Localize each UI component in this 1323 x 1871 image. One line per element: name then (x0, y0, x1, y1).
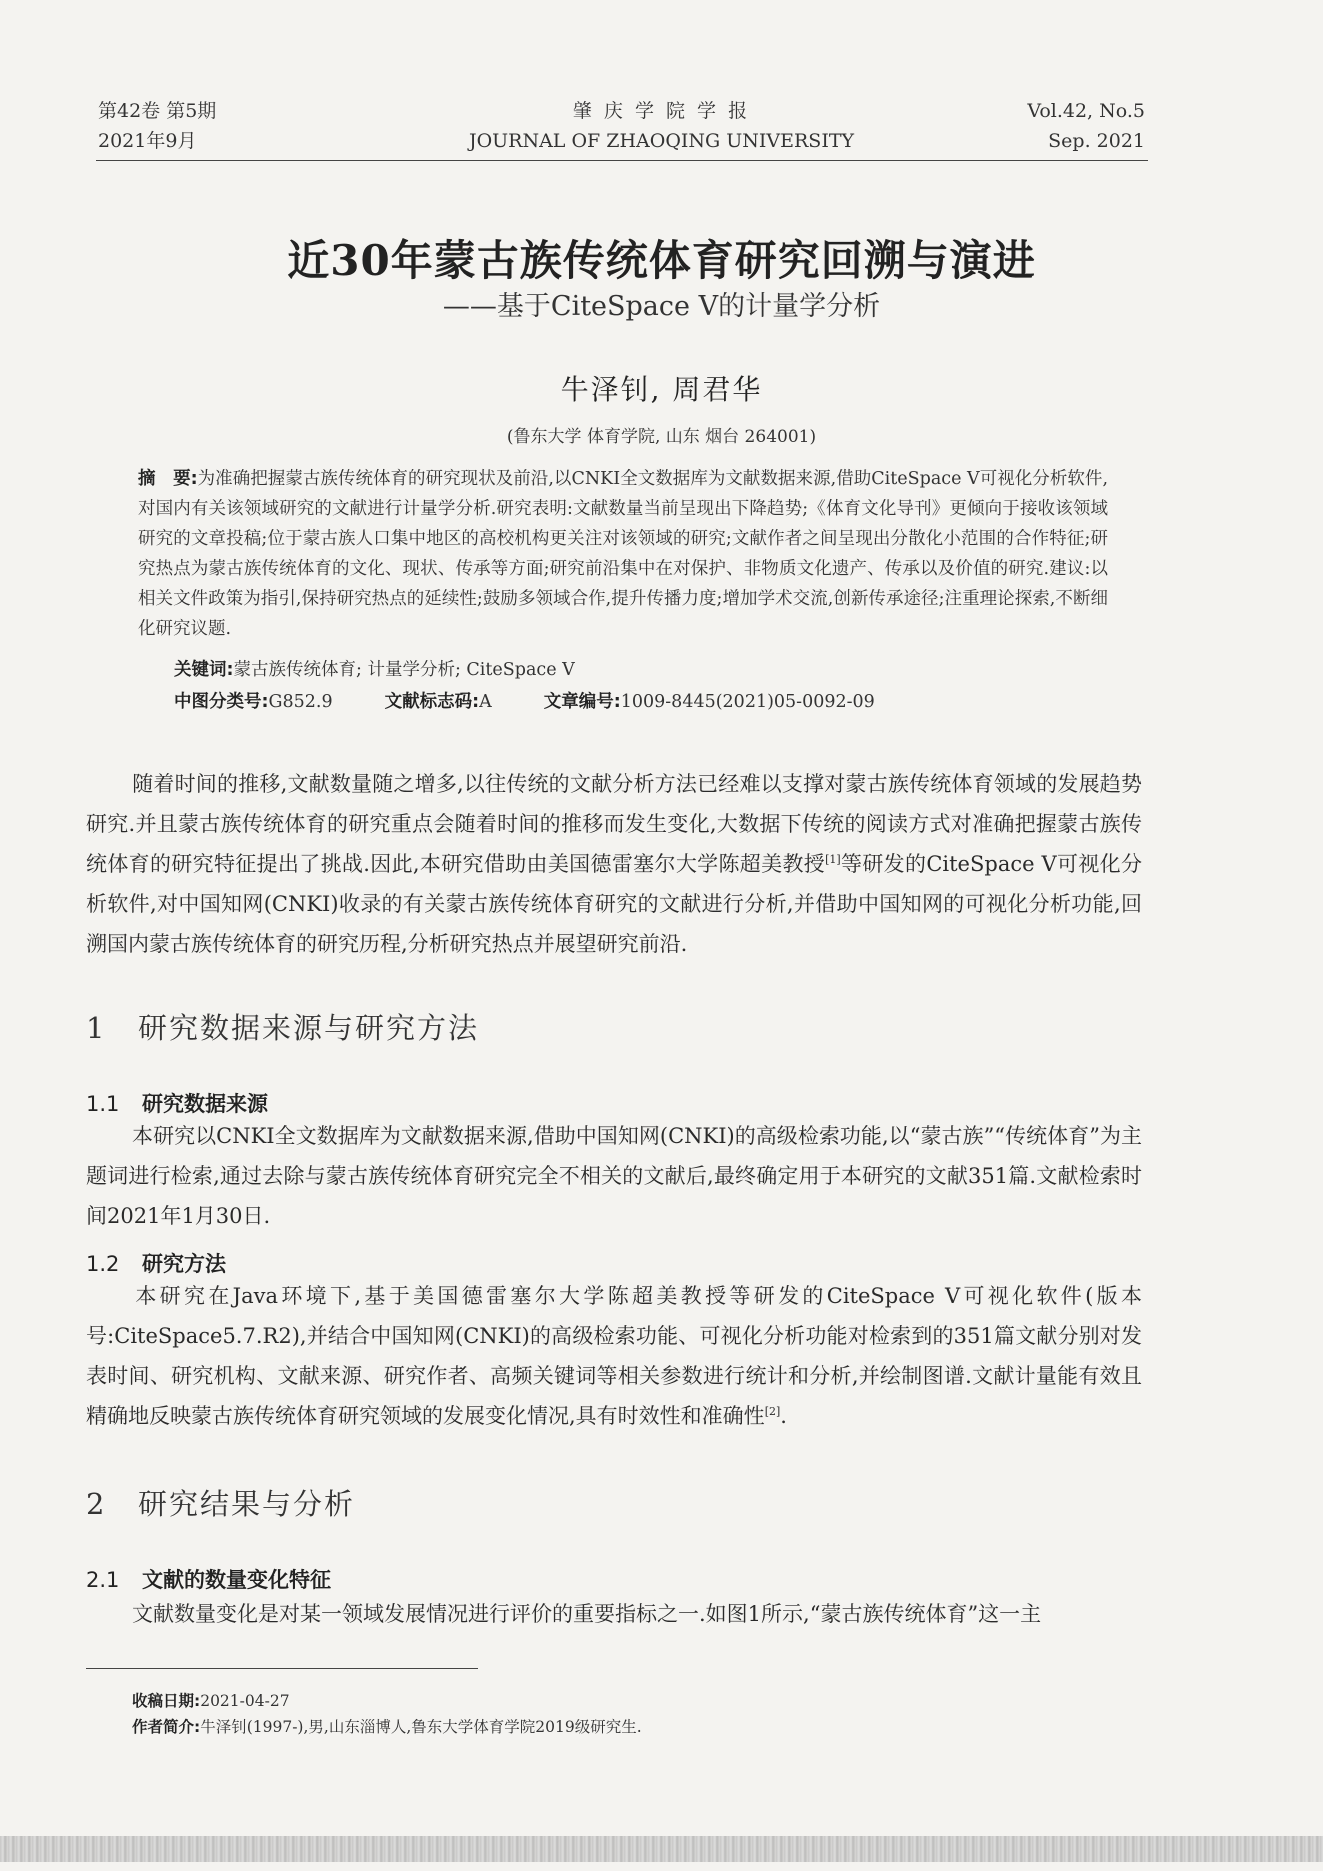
journal-name-cn: 肇 庆 学 院 学 报 (572, 100, 751, 122)
citation-ref-2[interactable]: [2] (764, 1405, 781, 1418)
volume-issue-en: Vol.42, No.5 (1027, 100, 1145, 122)
subsection-number: 1.1 (86, 1092, 120, 1116)
section-title: 研究结果与分析 (138, 1487, 356, 1521)
subsection-title: 文献的数量变化特征 (142, 1568, 331, 1592)
subsection-number: 2.1 (86, 1568, 120, 1592)
doc-code-value: A (479, 692, 492, 712)
author-bio-text: 牛泽钊(1997-),男,山东淄博人,鲁东大学体育学院2019级研究生. (200, 1718, 642, 1736)
header-rule (96, 160, 1148, 161)
abstract (138, 464, 1108, 644)
footnote-author-bio (132, 1714, 642, 1740)
section-number: 2 (86, 1487, 107, 1521)
paragraph-end: . (780, 1404, 787, 1428)
article-no-value: 1009-8445(2021)05-0092-09 (620, 692, 875, 712)
keywords (174, 656, 575, 684)
subsection-number: 1.2 (86, 1252, 120, 1276)
section-title: 研究数据来源与研究方法 (138, 1011, 480, 1045)
section-heading-2 (86, 1482, 355, 1523)
volume-issue-cn: 第42卷 第5期 (98, 100, 217, 122)
section-heading-1 (86, 1006, 479, 1047)
author-bio-label: 作者简介: (132, 1718, 201, 1736)
intro-paragraph (86, 764, 1142, 964)
paragraph-2-1 (86, 1594, 1142, 1634)
paper-subtitle: ——基于CiteSpace V的计量学分析 (442, 291, 881, 322)
received-label: 收稿日期: (132, 1692, 201, 1710)
paper-title: 近30年蒙古族传统体育研究回溯与演进 (287, 236, 1036, 285)
doc-code-label: 文献标志码: (384, 692, 480, 712)
classification-line (174, 688, 875, 716)
clc-value: G852.9 (268, 692, 333, 712)
journal-name-en: JOURNAL OF ZHAOQING UNIVERSITY (468, 130, 855, 152)
subsection-heading-1-2 (86, 1248, 226, 1278)
author-affiliation: (鲁东大学 体育学院, 山东 烟台 264001) (506, 427, 817, 447)
date-en: Sep. 2021 (1048, 130, 1145, 152)
footnote-rule (86, 1668, 478, 1669)
clc-label: 中图分类号: (174, 692, 269, 712)
paragraph-text: 本研究以CNKI全文数据库为文献数据来源,借助中国知网(CNKI)的高级检索功能,以“蒙古族”“传统体育”为主题词进行检索,通过去除与蒙古族传统体育研究完全不相关的文献后,最终确定用于本研究的文献351篇.文献检索时间2021年1月30日. (86, 1124, 1142, 1228)
paper-authors: 牛泽钊, 周君华 (560, 373, 763, 406)
abstract-text: 为准确把握蒙古族传统体育的研究现状及前沿,以CNKI全文数据库为文献数据来源,借助CiteSpace V可视化分析软件,对国内有关该领域研究的文献进行计量学分析.研究表明:文献数量当前呈现出下降趋势;《体育文化导刊》更倾向于接收该领域研究的文章投稿;位于蒙古族人口集中地区的高校机构更关注对该领域的研究;文献作者之间呈现出分散化小范围的合作特征;研究热点为蒙古族传统体育的文化、现状、传承等方面;研究前沿集中在对保护、非物质文化遗产、传承以及价值的研究.建议:以相关文件政策为指引,保持研究热点的延续性;鼓励多领域合作,提升传播力度;增加学术交流,创新传承途径;注重理论探索,不断细化研究议题. (138, 469, 1109, 639)
header-right (1027, 96, 1145, 156)
date-cn: 2021年9月 (98, 130, 197, 152)
footnote-received (132, 1688, 290, 1714)
paragraph-text: 文献数量变化是对某一领域发展情况进行评价的重要指标之一.如图1所示,“蒙古族传统体育”这一主 (132, 1602, 1042, 1626)
scan-artifact-band (0, 1836, 1323, 1862)
citation-ref-1[interactable]: [1] (825, 853, 841, 866)
paragraph-text: 本研究在Java环境下,基于美国德雷塞尔大学陈超美教授等研发的CiteSpace V可视化软件(版本号:CiteSpace5.7.R2),并结合中国知网(CNKI)的高级检索功能、可视化分析功能对检索到的351篇文献分别对发表时间、研究机构、文献来源、研究作者、高频关键词等相关参数进行统计和分析,并绘制图谱.文献计量能有效且精确地反映蒙古族传统体育研究领域的发展变化情况,具有时效性和准确性 (86, 1284, 1142, 1428)
abstract-label: 摘 要: (138, 469, 198, 489)
keywords-label: 关键词: (174, 660, 234, 680)
paragraph-1-1 (86, 1116, 1142, 1236)
intro-text-2: 等研发的CiteSpace V可视化分析软件,对中国知网(CNKI)收录的有关蒙古族传统体育研究的文献进行分析,并借助中国知网的可视化分析功能,回溯国内蒙古族传统体育的研究历程,分析研究热点并展望研究前沿. (86, 852, 1142, 956)
article-no-label: 文章编号: (543, 692, 621, 712)
subsection-title: 研究方法 (142, 1252, 226, 1276)
subsection-heading-2-1 (86, 1564, 331, 1594)
section-number: 1 (86, 1011, 107, 1045)
intro-text-1: 随着时间的推移,文献数量随之增多,以往传统的文献分析方法已经难以支撑对蒙古族传统体育领域的发展趋势研究.并且蒙古族传统体育的研究重点会随着时间的推移而发生变化,大数据下传统的阅读方式对准确把握蒙古族传统体育的研究特征提出了挑战.因此,本研究借助由美国德雷塞尔大学陈超美教授 (86, 772, 1142, 876)
keywords-text: 蒙古族传统体育; 计量学分析; CiteSpace V (233, 660, 575, 680)
subsection-title: 研究数据来源 (142, 1092, 268, 1116)
received-date: 2021-04-27 (200, 1692, 290, 1710)
paragraph-1-2 (86, 1276, 1142, 1436)
subsection-heading-1-1 (86, 1088, 268, 1118)
